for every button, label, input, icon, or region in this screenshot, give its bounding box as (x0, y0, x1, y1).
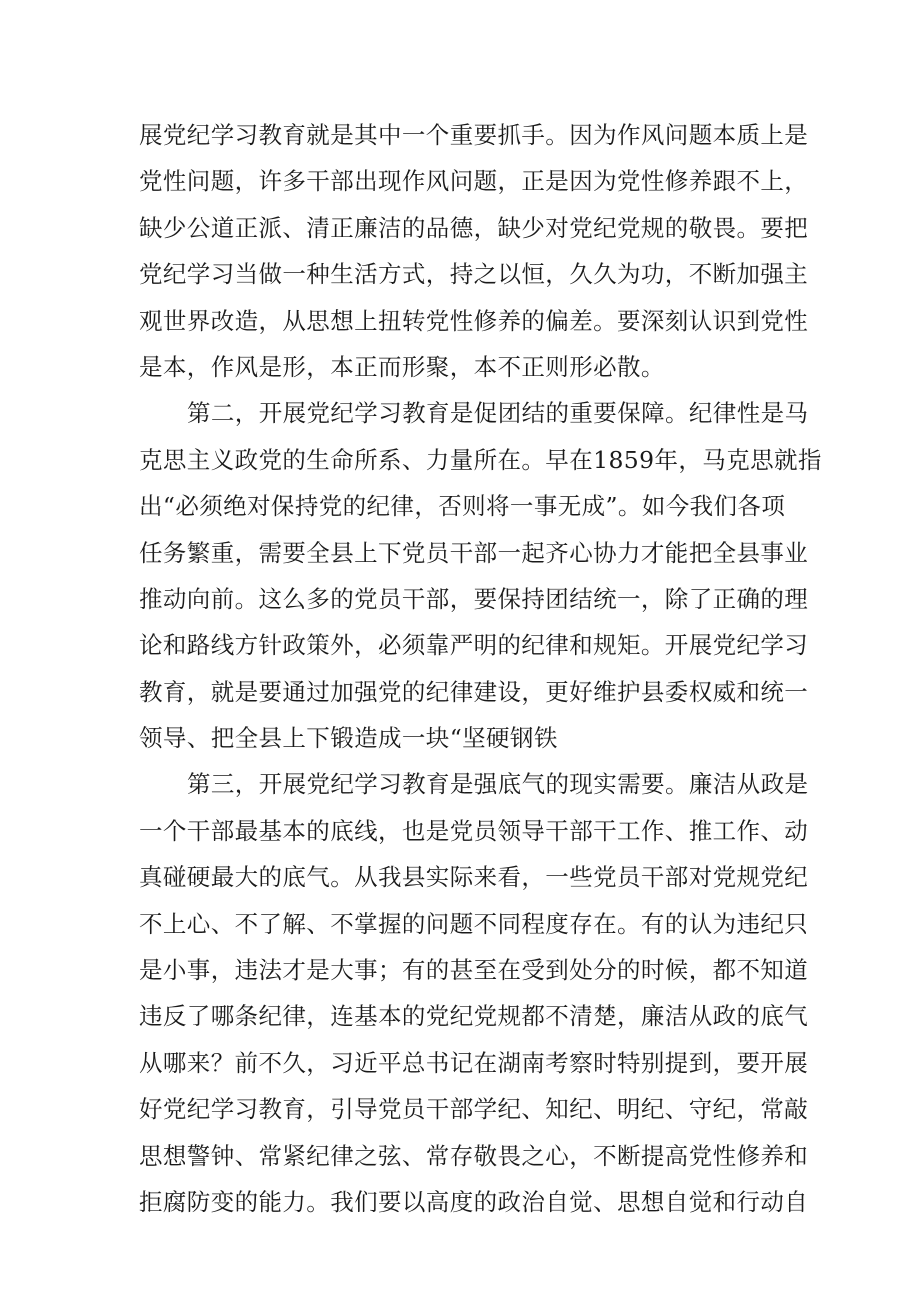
text-line: 是小事，违法才是大事；有的甚至在受到处分的时候，都不知道 (139, 956, 809, 985)
text-line: 推动向前。这么多的党员干部，要保持团结统一，除了正确的理 (139, 584, 809, 613)
text-line: 论和路线方针政策外，必须靠严明的纪律和规矩。开展党纪学习 (139, 631, 809, 660)
text-line: 领导、把全县上下锻造成一块“坚硬钢铁 (139, 724, 558, 753)
text-line: 好党纪学习教育，引导党员干部学纪、知纪、明纪、守纪，常敲 (139, 1095, 809, 1124)
text-line: 教育，就是要通过加强党的纪律建设，更好维护县委权威和统一 (139, 677, 809, 706)
text-line: 缺少公道正派、清正廉洁的品德，缺少对党纪党规的敬畏。要把 (139, 213, 809, 242)
text-line: 任务繁重，需要全县上下党员干部一起齐心协力才能把全县事业 (139, 538, 809, 567)
text-line: 从哪来？前不久，习近平总书记在湖南考察时特别提到，要开展 (139, 1048, 809, 1077)
text-line: 克思主义政党的生命所系、力量所在。早在1859年，马克思就指 (139, 445, 822, 474)
text-line: 违反了哪条纪律，连基本的党纪党规都不清楚，廉洁从政的底气 (139, 1002, 809, 1031)
text-line: 一个干部最基本的底线，也是党员领导干部干工作、推工作、动 (139, 816, 809, 845)
text-line: 展党纪学习教育就是其中一个重要抓手。因为作风问题本质上是 (139, 121, 809, 149)
text-line: 出“必须绝对保持党的纪律，否则将一事无成”。如今我们各项 (139, 492, 786, 521)
text-line: 是本，作风是形，本正而形聚，本不正则形必散。 (139, 352, 665, 381)
text-line: 党纪学习当做一种生活方式，持之以恒，久久为功，不断加强主 (139, 260, 809, 289)
text-line: 思想警钟、常紧纪律之弦、常存敬畏之心，不断提高党性修养和 (139, 1141, 809, 1170)
text-line: 不上心、不了解、不掌握的问题不同程度存在。有的认为违纪只 (139, 909, 809, 938)
paragraph-3 (139, 761, 809, 1225)
paragraph-1 (139, 112, 809, 390)
text-line-first: 第三，开展党纪学习教育是强底气的现实需要。廉洁从政是 (187, 770, 809, 799)
text-line: 拒腐防变的能力。我们要以高度的政治自觉、思想自觉和行动自 (139, 1187, 809, 1216)
paragraph-2 (139, 390, 822, 761)
text-line: 真碰硬最大的底气。从我县实际来看，一些党员干部对党规党纪 (139, 863, 809, 892)
text-line: 观世界改造，从思想上扭转党性修养的偏差。要深刻认识到党性 (139, 306, 809, 335)
text-line: 党性问题，许多干部出现作风问题，正是因为党性修养跟不上， (139, 167, 809, 196)
text-line-first: 第二，开展党纪学习教育是促团结的重要保障。纪律性是马 (187, 399, 809, 428)
body-text (139, 112, 822, 1225)
